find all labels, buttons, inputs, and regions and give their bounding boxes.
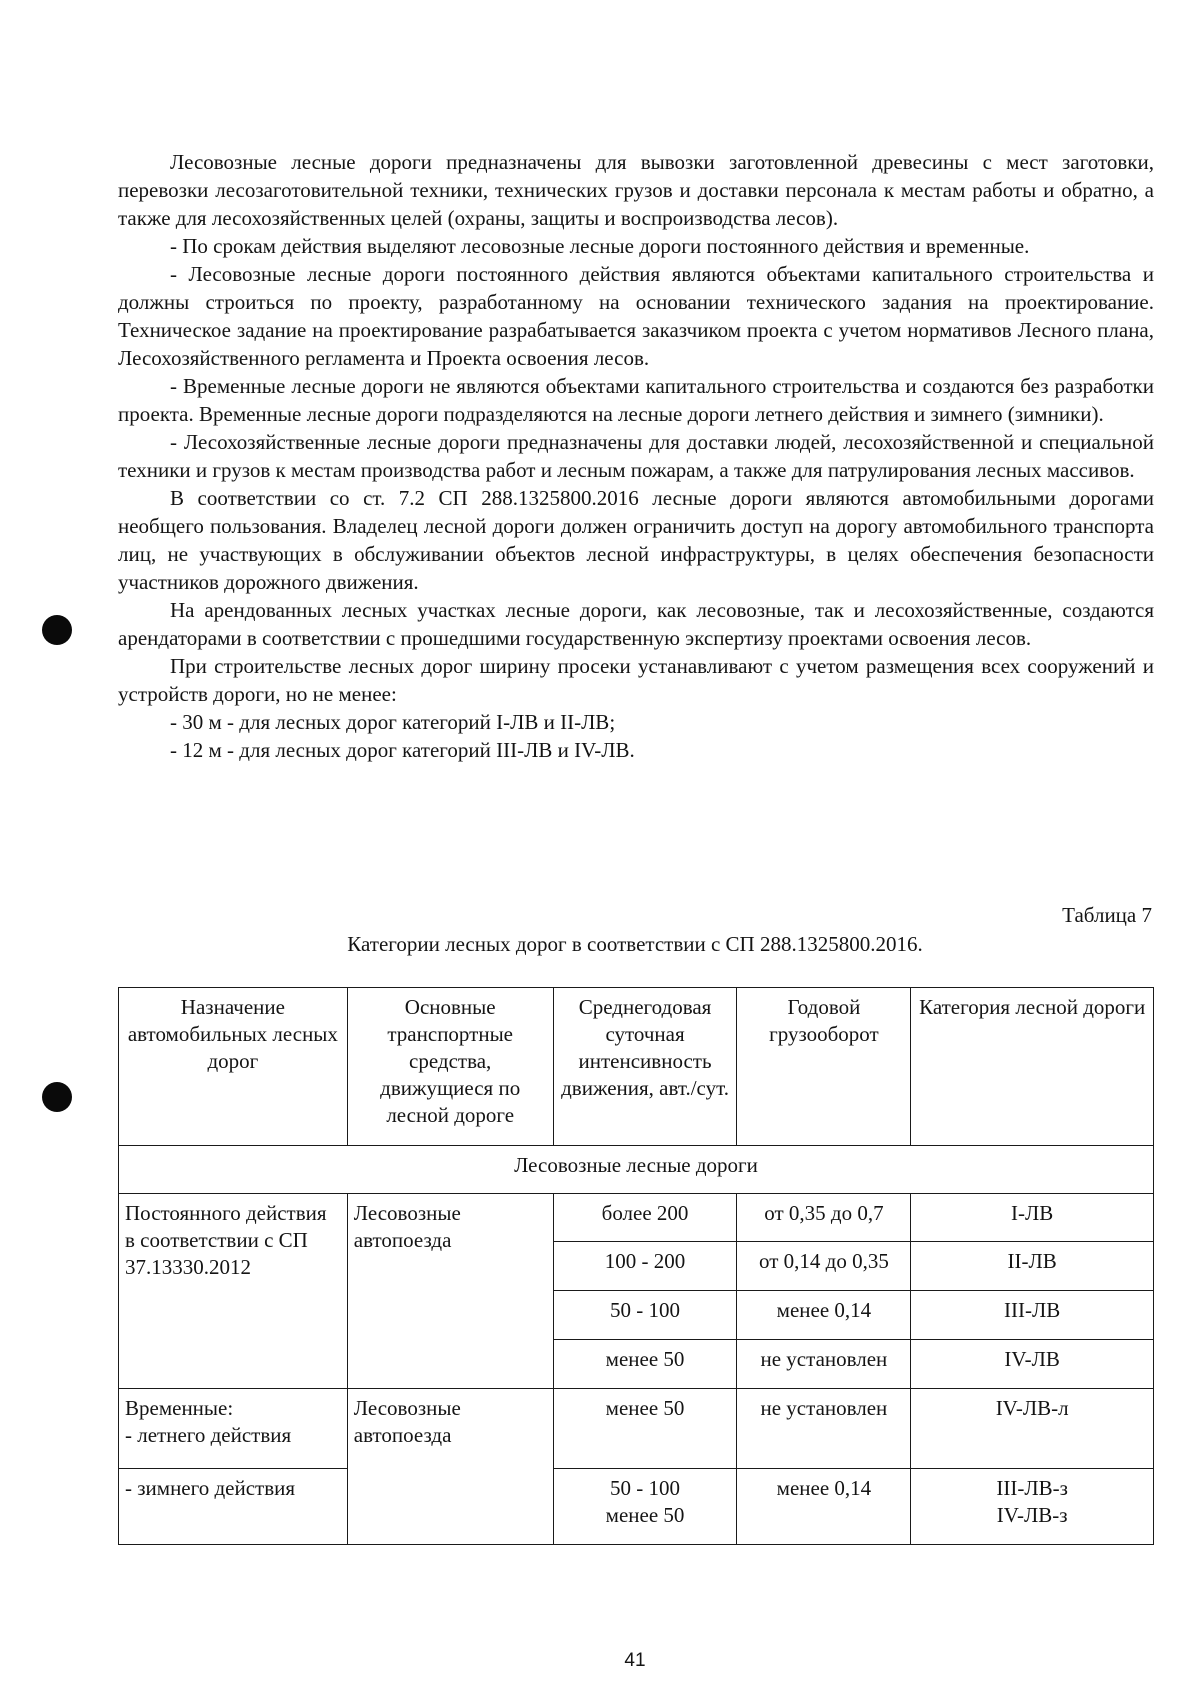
intensity-cell: менее 50: [553, 1340, 737, 1389]
header-intensity: Среднегодовая суточная интенсивность движения, авт./сут.: [553, 988, 737, 1146]
table-row: [119, 1469, 1154, 1545]
turnover-cell: от 0,14 до 0,35: [737, 1242, 911, 1291]
table-row: [119, 1194, 1154, 1242]
turnover-cell: менее 0,14: [737, 1291, 911, 1340]
intensity-cell: 100 - 200: [553, 1242, 737, 1291]
intensity-cell: более 200: [553, 1194, 737, 1242]
table-row: [119, 1389, 1154, 1469]
paragraph-5: - Лесохозяйственные лесные дороги предназначены для доставки людей, лесохозяйственной и специальной техники и грузов к местам производства работ и лесным пожарам, а также для патрулирования лесных массивов.: [118, 430, 1154, 482]
vehicles-temporary: Лесовозные автопоезда: [347, 1389, 553, 1545]
category-value-1: III-ЛВ-з: [996, 1476, 1068, 1500]
purpose-temporary-summer: [119, 1389, 348, 1469]
category-cell: [911, 1469, 1154, 1545]
list-item-30m: - 30 м - для лесных дорог категорий I-ЛВ и II-ЛВ;: [170, 710, 616, 734]
header-vehicles: Основные транспортные средства, движущиеся по лесной дороге: [347, 988, 553, 1146]
page-number: 41: [624, 1650, 646, 1671]
road-categories-table: [118, 987, 1154, 1545]
category-cell: II-ЛВ: [911, 1242, 1154, 1291]
table-title: Категории лесных дорог в соответствии с СП 288.1325800.2016.: [347, 932, 923, 956]
paragraph-1: Лесовозные лесные дороги предназначены для вывозки заготовленной древесины с мест заготовки, перевозки лесозаготовительной техники, технических грузов и доставки персонала к местам работы и обратно, а также для лесохозяйственных целей (охраны, защиты и воспроизводства лесов).: [118, 150, 1154, 230]
table-header-row: [119, 988, 1154, 1146]
header-purpose: Назначение автомобильных лесных дорог: [119, 988, 348, 1146]
purpose-summer-label: - летнего действия: [125, 1423, 292, 1447]
intensity-value-1: 50 - 100: [610, 1476, 681, 1500]
turnover-cell: менее 0,14: [737, 1469, 911, 1545]
punch-hole-lower: [42, 1082, 72, 1112]
purpose-temporary-label: Временные:: [125, 1396, 234, 1420]
intensity-cell: [553, 1469, 737, 1545]
punch-hole-upper: [42, 615, 72, 645]
body-text: [118, 148, 1154, 764]
paragraph-7: На арендованных лесных участках лесные дороги, как лесовозные, так и лесохозяйственные, создаются арендаторами в соответствии с прошедшими государственную экспертизу проектами освоения лесов.: [118, 598, 1154, 650]
vehicles-permanent: Лесовозные автопоезда: [347, 1194, 553, 1389]
table-number: Таблица 7: [1062, 903, 1152, 927]
category-value-2: IV-ЛВ-з: [996, 1503, 1068, 1527]
intensity-cell: менее 50: [553, 1389, 737, 1469]
turnover-cell: не установлен: [737, 1389, 911, 1469]
list-item-12m: - 12 м - для лесных дорог категорий III-ЛВ и IV-ЛВ.: [170, 738, 635, 762]
turnover-cell: от 0,35 до 0,7: [737, 1194, 911, 1242]
table-section-row: [119, 1146, 1154, 1194]
purpose-permanent: Постоянного действия в соответствии с СП 37.13330.2012: [119, 1194, 348, 1389]
intensity-cell: 50 - 100: [553, 1291, 737, 1340]
intensity-value-2: менее 50: [605, 1503, 685, 1527]
turnover-cell: не установлен: [737, 1340, 911, 1389]
purpose-winter: - зимнего действия: [119, 1469, 348, 1545]
header-turnover: Годовой грузооборот: [737, 988, 911, 1146]
category-cell: I-ЛВ: [911, 1194, 1154, 1242]
category-cell: IV-ЛВ: [911, 1340, 1154, 1389]
paragraph-8: При строительстве лесных дорог ширину просеки устанавливают с учетом размещения всех сооружений и устройств дороги, но не менее:: [118, 654, 1154, 706]
section-title: Лесовозные лесные дороги: [119, 1146, 1154, 1194]
category-cell: IV-ЛВ-л: [911, 1389, 1154, 1469]
paragraph-4: - Временные лесные дороги не являются объектами капитального строительства и создаются без разработки проекта. Временные лесные дороги подразделяются на лесные дороги летнего действия и зимнего (зимники).: [118, 374, 1154, 426]
paragraph-3: - Лесовозные лесные дороги постоянного действия являются объектами капитального строительства и должны строиться по проекту, разработанному на основании технического задания на проектирование. Техническое задание на проектирование разрабатывается заказчиком проекта с учетом нормативов Лесного плана, Лесохозяйственного регламента и Проекта освоения лесов.: [118, 262, 1154, 370]
paragraph-6: В соответствии со ст. 7.2 СП 288.1325800.2016 лесные дороги являются автомобильными дорогами необщего пользования. Владелец лесной дороги должен ограничить доступ на дорогу автомобильного транспорта лиц, не участвующих в обслуживании объектов лесной инфраструктуры, в целях обеспечения безопасности участников дорожного движения.: [118, 486, 1154, 594]
category-cell: III-ЛВ: [911, 1291, 1154, 1340]
header-category: Категория лесной дороги: [911, 988, 1154, 1146]
paragraph-2: - По срокам действия выделяют лесовозные лесные дороги постоянного действия и временные.: [170, 234, 1030, 258]
